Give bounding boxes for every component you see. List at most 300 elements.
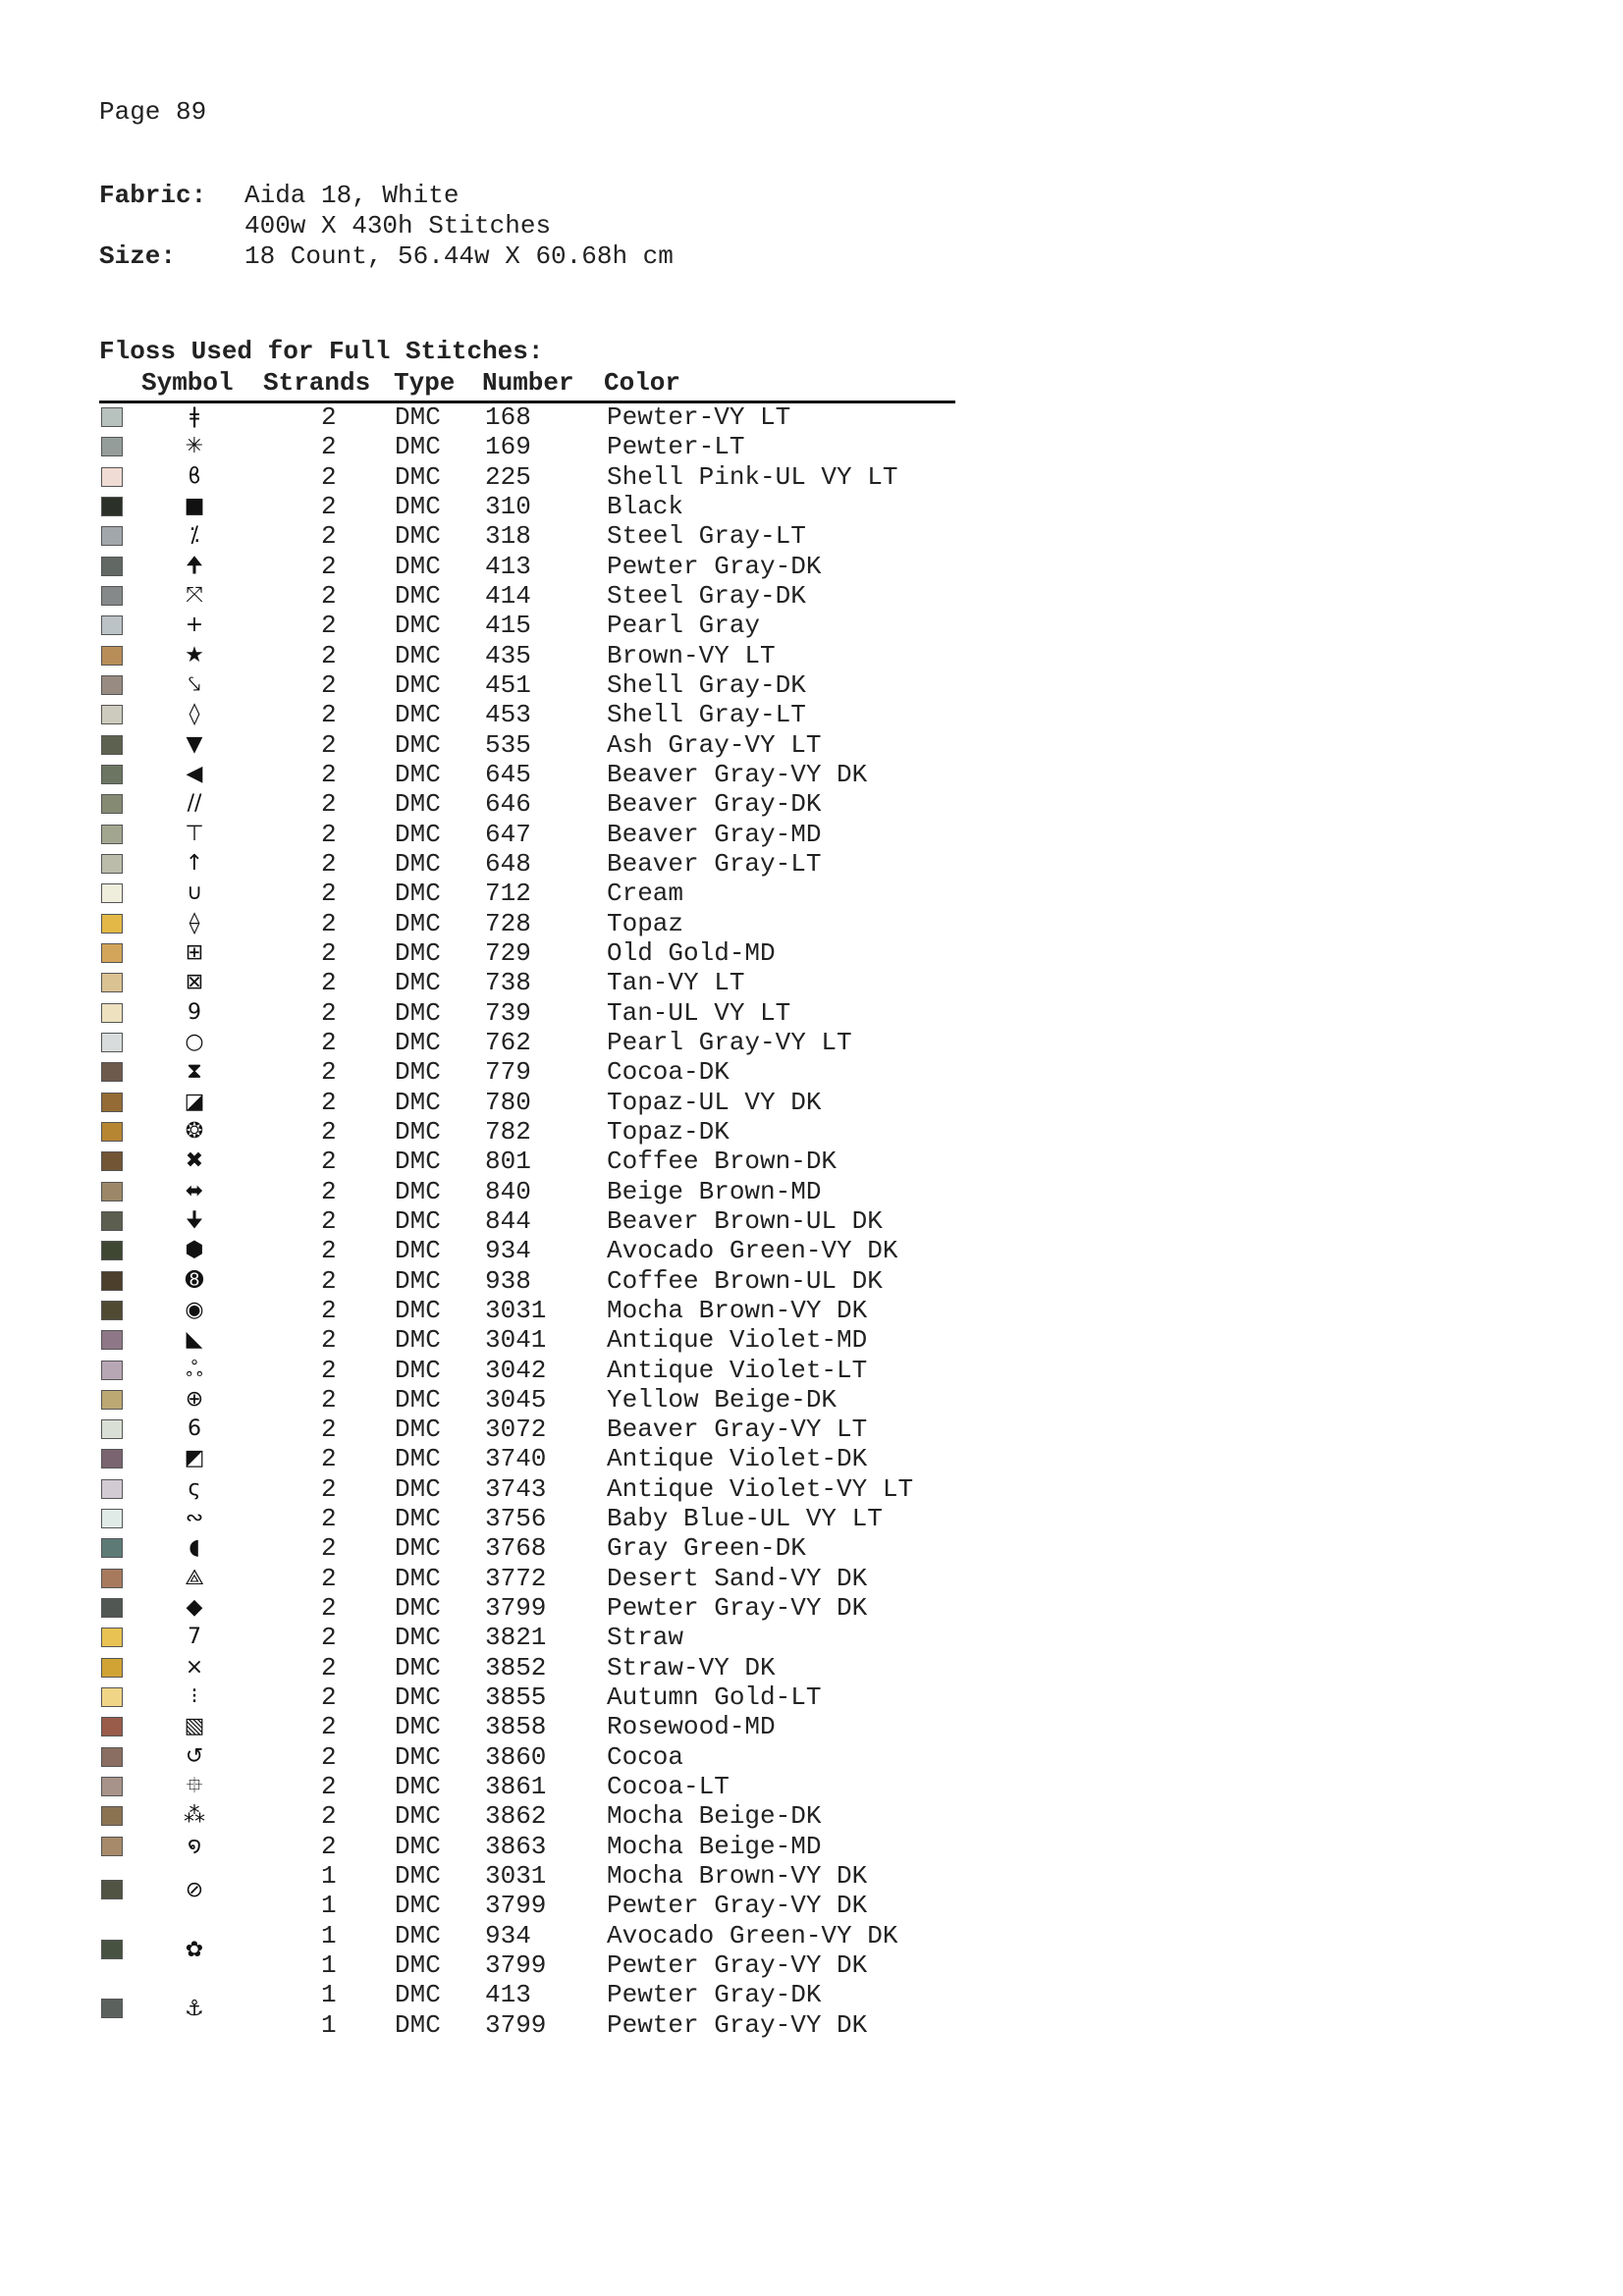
number-value: 413 [485,551,531,581]
color-swatch [101,825,123,844]
number-value: 168 [485,402,531,432]
number-value: 782 [485,1116,531,1147]
number-value: 453 [485,700,531,730]
color-swatch [101,1569,123,1588]
fabric-value: Aida 18, White [244,181,460,210]
header-color: Color [604,368,681,398]
type-value: DMC [395,759,441,789]
color-swatch [101,1390,123,1410]
symbol-icon: ໑ [187,1833,202,1858]
color-name: Pearl Gray [607,611,761,641]
header-type: Type [394,368,456,398]
strands-value: 1 [321,1891,337,1921]
symbol-icon: ⊠ [185,970,204,995]
header-symbol: Symbol [141,368,234,398]
strands-value: 2 [321,491,337,521]
symbol-icon: ஃ [186,1357,203,1382]
number-value: 648 [485,848,531,879]
blend-row [99,1980,983,2040]
number-value: 310 [485,491,531,521]
symbol-icon: // [187,791,202,817]
strands-value: 1 [321,1861,337,1892]
table-row [99,1444,983,1473]
type-value: DMC [395,1205,441,1236]
color-swatch [101,1361,123,1380]
symbol-icon: 6 [188,1416,201,1442]
symbol-icon: ⊕ [185,1386,204,1412]
symbol-icon: ◀ [186,761,203,786]
color-swatch [101,1330,123,1350]
type-value: DMC [395,1504,441,1534]
number-value: 3756 [485,1504,547,1534]
table-row [99,1057,983,1087]
color-swatch [101,1598,123,1618]
type-value: DMC [395,1980,441,2010]
number-value: 3799 [485,1891,547,1921]
blend-line [99,1921,983,1950]
type-value: DMC [395,1415,441,1445]
type-value: DMC [395,1593,441,1624]
color-swatch [101,467,123,487]
table-row [99,909,983,938]
type-value: DMC [395,729,441,760]
table-row [99,1325,983,1355]
strands-value: 2 [321,1325,337,1356]
blend-row [99,1921,983,1981]
type-value: DMC [395,700,441,730]
color-name: Pewter Gray-VY DK [607,2009,868,2040]
number-value: 646 [485,789,531,820]
table-row [99,462,983,492]
symbol-icon: ∾ [185,1506,204,1531]
table-row [99,849,983,879]
number-value: 169 [485,432,531,462]
color-swatch [101,1419,123,1439]
color-swatch [101,437,123,456]
strands-value: 2 [321,1473,337,1504]
table-row [99,789,983,819]
number-value: 647 [485,819,531,849]
table-row [99,1564,983,1593]
table-row [99,1088,983,1117]
type-value: DMC [395,1652,441,1682]
blend-line [99,2010,983,2040]
type-value: DMC [395,1682,441,1713]
color-swatch [101,735,123,755]
color-name: Topaz [607,908,684,938]
color-swatch [101,615,123,635]
strands-value: 2 [321,1504,337,1534]
number-value: 3768 [485,1533,547,1564]
color-swatch [101,1033,123,1052]
table-row [99,1623,983,1652]
number-value: 728 [485,908,531,938]
color-name: Gray Green-DK [607,1533,806,1564]
color-name: Cocoa-DK [607,1057,730,1088]
type-value: DMC [395,432,441,462]
color-swatch [101,586,123,606]
table-row [99,1474,983,1504]
color-name: Baby Blue-UL VY LT [607,1504,883,1534]
size-value: 18 Count, 56.44w X 60.68h cm [244,241,674,271]
number-value: 738 [485,968,531,998]
color-name: Antique Violet-MD [607,1325,868,1356]
table-row [99,730,983,760]
number-value: 934 [485,1920,531,1950]
type-value: DMC [395,2009,441,2040]
type-value: DMC [395,521,441,552]
fabric-row [99,181,459,211]
type-value: DMC [395,1236,441,1266]
number-value: 435 [485,640,531,670]
type-value: DMC [395,1057,441,1088]
strands-value: 2 [321,1355,337,1385]
symbol-icon: 9 [188,999,201,1025]
type-value: DMC [395,1473,441,1504]
type-value: DMC [395,937,441,968]
number-value: 415 [485,611,531,641]
type-value: DMC [395,1384,441,1415]
color-name: Beaver Brown-UL DK [607,1205,883,1236]
color-name: Shell Gray-LT [607,700,806,730]
table-row [99,1296,983,1325]
color-name: Avocado Green-VY DK [607,1920,898,1950]
strands-value: 2 [321,1265,337,1296]
color-name: Straw-VY DK [607,1652,776,1682]
symbol-icon: ⟁ [185,1565,204,1590]
color-swatch [101,1509,123,1528]
number-value: 225 [485,461,531,492]
strands-value: 2 [321,1831,337,1861]
color-swatch [101,675,123,695]
strands-value: 2 [321,1652,337,1682]
table-row [99,492,983,521]
number-value: 3799 [485,2009,547,2040]
type-value: DMC [395,997,441,1028]
symbol-icon: ◣ [186,1327,203,1353]
strands-value: 2 [321,611,337,641]
strands-value: 2 [321,1682,337,1713]
type-value: DMC [395,1891,441,1921]
color-swatch [101,1747,123,1767]
number-value: 3855 [485,1682,547,1713]
color-swatch [101,407,123,427]
color-name: Steel Gray-DK [607,580,806,611]
color-swatch [101,646,123,666]
color-swatch [101,914,123,934]
strands-value: 2 [321,1593,337,1624]
number-value: 3860 [485,1741,547,1772]
type-value: DMC [395,551,441,581]
table-row [99,1117,983,1147]
color-name: Mocha Beige-MD [607,1831,822,1861]
strands-value: 2 [321,1533,337,1564]
color-swatch [101,705,123,724]
color-name: Old Gold-MD [607,937,776,968]
color-swatch [101,1093,123,1112]
strands-value: 2 [321,1057,337,1088]
size-row [99,241,674,272]
strands-value: 2 [321,1563,337,1593]
strands-value: 2 [321,819,337,849]
symbol-icon: ■ [184,493,205,518]
type-value: DMC [395,669,441,700]
strands-value: 2 [321,1147,337,1177]
color-name: Steel Gray-LT [607,521,806,552]
color-name: Ash Gray-VY LT [607,729,822,760]
color-swatch [101,1479,123,1499]
strands-value: 2 [321,669,337,700]
number-value: 3031 [485,1295,547,1325]
blend-line [99,1950,983,1980]
header-strands: Strands [263,368,371,398]
strands-value: 2 [321,1116,337,1147]
type-value: DMC [395,491,441,521]
color-name: Mocha Beige-DK [607,1801,822,1832]
color-name: Pearl Gray-VY LT [607,1027,852,1057]
type-value: DMC [395,1444,441,1474]
color-swatch [101,1806,123,1826]
type-value: DMC [395,1265,441,1296]
table-row [99,1682,983,1712]
number-value: 3858 [485,1712,547,1742]
color-name: Topaz-DK [607,1116,730,1147]
number-value: 3799 [485,1950,547,1981]
strands-value: 2 [321,789,337,820]
symbol-icon: ▧ [184,1714,205,1739]
color-swatch [101,854,123,874]
type-value: DMC [395,1741,441,1772]
color-swatch [101,1658,123,1678]
symbol-icon: ◉ [185,1297,204,1322]
number-value: 413 [485,1980,531,2010]
table-row [99,760,983,789]
number-value: 934 [485,1236,531,1266]
symbol-icon: ◆ [186,1595,203,1621]
color-swatch [101,557,123,576]
color-name: Beaver Gray-DK [607,789,822,820]
color-name: Cocoa-LT [607,1772,730,1802]
table-row [99,1177,983,1206]
page-number: Page 89 [99,97,207,127]
type-value: DMC [395,1027,441,1057]
table-row [99,1593,983,1623]
symbol-icon: ➑ [185,1267,204,1293]
symbol-icon: ○ [185,1029,204,1054]
symbol-icon: ◖ [189,1535,200,1561]
color-swatch [101,1151,123,1171]
number-value: 645 [485,759,531,789]
size-label: Size: [99,241,177,271]
strands-value: 2 [321,997,337,1028]
color-name: Pewter Gray-DK [607,1980,822,2010]
symbol-icon: ⤧ [186,582,203,608]
color-swatch [101,497,123,516]
strands-value: 2 [321,432,337,462]
strands-value: 2 [321,908,337,938]
table-row [99,1266,983,1296]
strands-value: 2 [321,848,337,879]
symbol-icon: ✿ [185,1937,204,1962]
symbol-icon: ◪ [184,1089,205,1114]
table-row [99,1533,983,1563]
table-row [99,820,983,849]
table-row [99,1356,983,1385]
color-swatch [101,1837,123,1856]
symbol-icon: 🠉 [185,553,204,578]
number-value: 414 [485,580,531,611]
color-name: Mocha Brown-VY DK [607,1861,868,1892]
number-value: 3821 [485,1623,547,1653]
color-swatch [101,943,123,963]
table-row [99,521,983,551]
symbol-icon: 7 [188,1625,201,1650]
number-value: 938 [485,1265,531,1296]
color-name: Rosewood-MD [607,1712,776,1742]
color-name: Tan-UL VY LT [607,997,791,1028]
table-header [99,367,955,403]
color-swatch [101,765,123,784]
color-name: Beaver Gray-MD [607,819,822,849]
blend-line [99,1980,983,2009]
number-value: 779 [485,1057,531,1088]
symbol-icon: ⁂ [184,1803,205,1829]
type-value: DMC [395,1772,441,1802]
type-value: DMC [395,1147,441,1177]
color-swatch [101,1122,123,1142]
strands-value: 2 [321,1236,337,1266]
number-value: 3045 [485,1384,547,1415]
table-row [99,1653,983,1682]
symbol-icon: ς [188,1475,201,1501]
color-swatch [101,1271,123,1291]
type-value: DMC [395,1831,441,1861]
type-value: DMC [395,1712,441,1742]
table-row [99,1742,983,1772]
symbol-icon: × [185,1654,204,1680]
strands-value: 2 [321,1712,337,1742]
symbol-icon: ⁒ [189,523,199,549]
type-value: DMC [395,1623,441,1653]
symbol-icon: ✳ [185,434,204,459]
number-value: 3852 [485,1652,547,1682]
color-name: Brown-VY LT [607,640,776,670]
symbol-icon: ✖ [185,1148,204,1174]
table-row [99,1772,983,1801]
color-swatch [101,1538,123,1558]
table-row [99,641,983,670]
table-row [99,1415,983,1444]
number-value: 801 [485,1147,531,1177]
type-value: DMC [395,1355,441,1385]
symbol-icon: + [185,613,204,638]
color-name: Mocha Brown-VY DK [607,1295,868,1325]
type-value: DMC [395,611,441,641]
strands-value: 2 [321,1801,337,1832]
strands-value: 2 [321,640,337,670]
symbol-icon: ↺ [185,1743,204,1769]
number-value: 3863 [485,1831,547,1861]
color-name: Pewter Gray-VY DK [607,1891,868,1921]
number-value: 451 [485,669,531,700]
color-swatch [101,1717,123,1736]
type-value: DMC [395,848,441,879]
color-swatch [101,1003,123,1023]
number-value: 780 [485,1087,531,1117]
floss-table [99,402,983,2040]
strands-value: 2 [321,937,337,968]
number-value: 739 [485,997,531,1028]
color-name: Pewter-LT [607,432,745,462]
table-row [99,611,983,640]
strands-value: 2 [321,551,337,581]
blend-row [99,1861,983,1921]
color-name: Desert Sand-VY DK [607,1563,868,1593]
type-value: DMC [395,879,441,909]
color-name: Yellow Beige-DK [607,1384,838,1415]
table-row [99,552,983,581]
strands-value: 2 [321,1772,337,1802]
type-value: DMC [395,1533,441,1564]
color-name: Shell Gray-DK [607,669,806,700]
table-row [99,670,983,700]
strands-value: 2 [321,759,337,789]
number-value: 318 [485,521,531,552]
strands-value: 2 [321,1444,337,1474]
number-value: 3031 [485,1861,547,1892]
color-swatch [101,1182,123,1201]
symbol-icon: ◊ [189,702,200,727]
color-name: Cream [607,879,684,909]
number-value: 844 [485,1205,531,1236]
color-swatch [101,1628,123,1647]
number-value: 729 [485,937,531,968]
table-row [99,581,983,611]
type-value: DMC [395,402,441,432]
color-name: Black [607,491,684,521]
type-value: DMC [395,1295,441,1325]
symbol-icon: ⬌ [185,1178,204,1203]
symbol-icon: ⊤ [185,821,204,846]
symbol-icon: ⧗ [187,1059,202,1085]
symbol-icon: 🠋 [185,1207,204,1233]
table-row [99,1832,983,1861]
color-name: Antique Violet-LT [607,1355,868,1385]
number-value: 3072 [485,1415,547,1445]
type-value: DMC [395,640,441,670]
color-swatch [101,1777,123,1796]
strands-value: 2 [321,879,337,909]
strands-value: 2 [321,580,337,611]
table-row [99,1801,983,1831]
symbol-icon: ϐ [188,463,201,489]
table-row [99,402,983,432]
table-row [99,700,983,729]
fabric-label: Fabric: [99,181,207,210]
type-value: DMC [395,1801,441,1832]
number-value: 3772 [485,1563,547,1593]
type-value: DMC [395,580,441,611]
color-name: Autumn Gold-LT [607,1682,822,1713]
strands-value: 2 [321,1087,337,1117]
table-row [99,1028,983,1057]
strands-value: 2 [321,1415,337,1445]
color-name: Pewter-VY LT [607,402,791,432]
section-title: Floss Used for Full Stitches: [99,337,544,366]
strands-value: 2 [321,402,337,432]
symbol-icon: ⤥ [188,671,201,697]
color-name: Shell Pink-UL VY LT [607,461,898,492]
